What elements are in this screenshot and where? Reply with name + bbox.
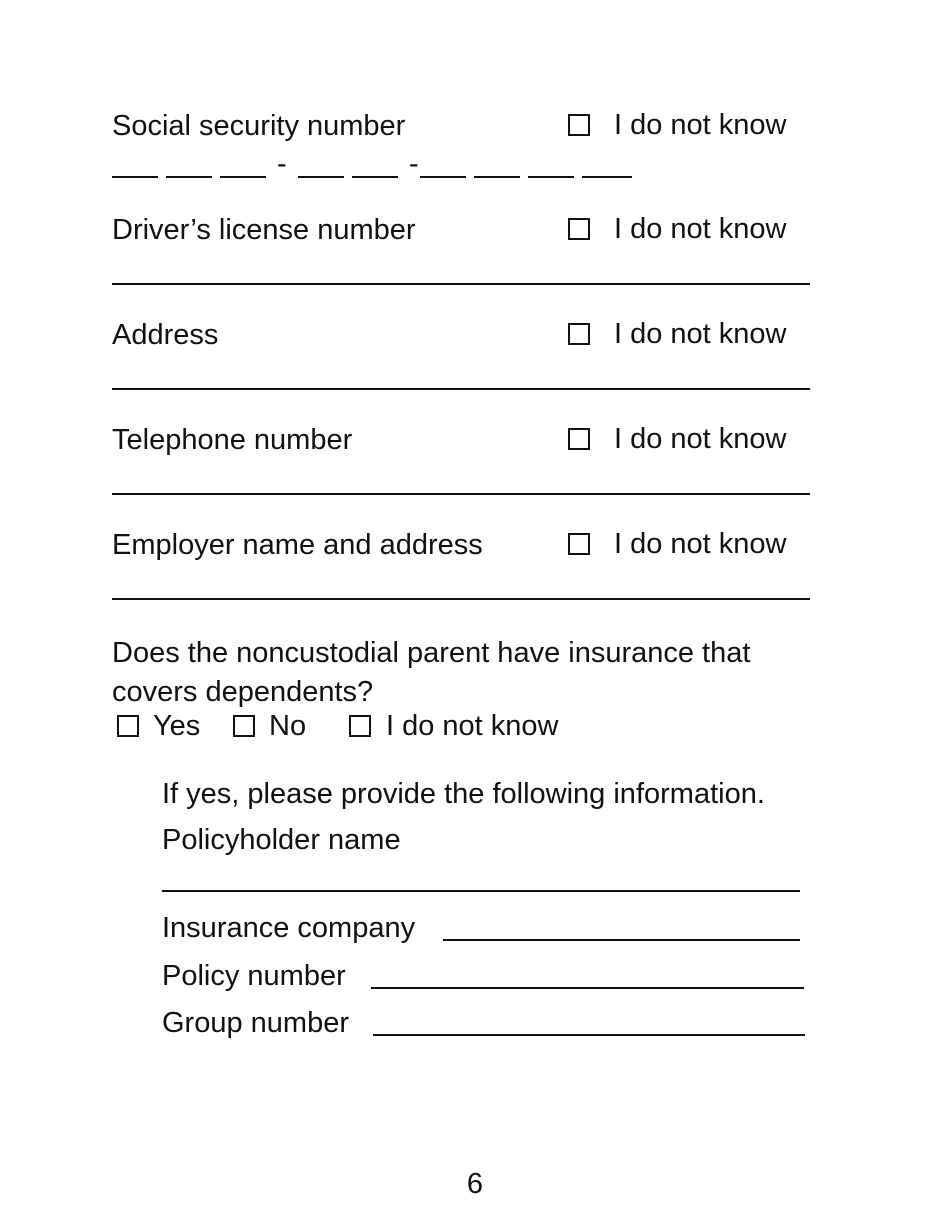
- license-label: Driver’s license number: [112, 214, 416, 246]
- telephone-input-line[interactable]: [112, 493, 810, 495]
- policy-number-input-line[interactable]: [371, 987, 804, 989]
- policyholder-input-line[interactable]: [162, 890, 800, 892]
- group-number-input-line[interactable]: [373, 1034, 805, 1036]
- ssn-digit-line: [582, 176, 632, 178]
- insurance-yes-checkbox[interactable]: [117, 715, 139, 737]
- insurance-unknown-checkbox[interactable]: [349, 715, 371, 737]
- telephone-unknown-label: I do not know: [614, 423, 787, 455]
- license-input-line[interactable]: [112, 283, 810, 285]
- ssn-digit-line: [528, 176, 574, 178]
- insurance-no-label: No: [269, 710, 307, 742]
- insurance-yes-label: Yes: [153, 710, 201, 742]
- telephone-label: Telephone number: [112, 424, 353, 456]
- ssn-digit-line: [112, 176, 158, 178]
- insurance-unknown-label: I do not know: [386, 710, 559, 742]
- ssn-digit-line: [166, 176, 212, 178]
- insurance-question: Does the noncustodial parent have insurance that covers dependents?: [112, 637, 751, 708]
- employer-unknown-checkbox[interactable]: [568, 533, 590, 555]
- ssn-digit-line: [420, 176, 466, 178]
- license-unknown-checkbox[interactable]: [568, 218, 590, 240]
- employer-input-line[interactable]: [112, 598, 810, 600]
- address-input-line[interactable]: [112, 388, 810, 390]
- insurance-followup-text: If yes, please provide the following information.: [162, 778, 765, 810]
- employer-unknown-label: I do not know: [614, 528, 787, 560]
- ssn-digit-line: [298, 176, 344, 178]
- ssn-separator: -: [277, 148, 287, 180]
- ssn-digit-line: [474, 176, 520, 178]
- license-unknown-label: I do not know: [614, 213, 787, 245]
- employer-label: Employer name and address: [112, 529, 483, 561]
- address-unknown-checkbox[interactable]: [568, 323, 590, 345]
- ssn-digit-line: [220, 176, 266, 178]
- ssn-unknown-checkbox[interactable]: [568, 114, 590, 136]
- policyholder-label: Policyholder name: [162, 824, 401, 856]
- insurance-company-input-line[interactable]: [443, 939, 800, 941]
- insurance-no-checkbox[interactable]: [233, 715, 255, 737]
- page-number: 6: [466, 1168, 484, 1200]
- policy-number-label: Policy number: [162, 960, 346, 992]
- ssn-label: Social security number: [112, 110, 406, 142]
- ssn-unknown-label: I do not know: [614, 109, 787, 141]
- address-unknown-label: I do not know: [614, 318, 787, 350]
- group-number-label: Group number: [162, 1007, 349, 1039]
- address-label: Address: [112, 319, 219, 351]
- insurance-company-label: Insurance company: [162, 912, 416, 944]
- ssn-digit-line: [352, 176, 398, 178]
- telephone-unknown-checkbox[interactable]: [568, 428, 590, 450]
- ssn-separator: -: [409, 148, 419, 180]
